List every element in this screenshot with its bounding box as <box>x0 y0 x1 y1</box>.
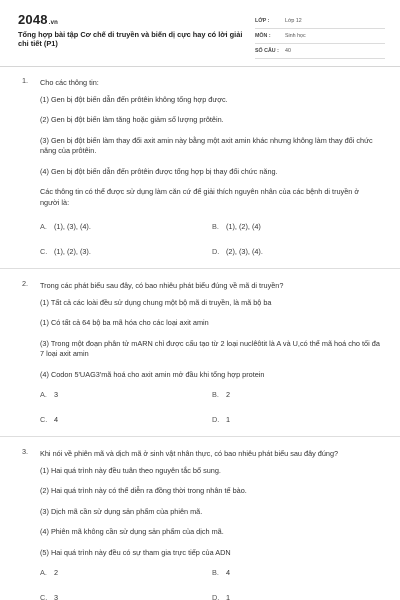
header-divider <box>0 66 400 67</box>
answer-option-c[interactable] <box>40 415 212 424</box>
document-meta-table <box>255 14 385 59</box>
option-label: D. <box>212 593 220 600</box>
meta-value-subject: Sinh học <box>285 33 306 39</box>
option-text: 1 <box>226 415 231 424</box>
answer-options <box>40 390 385 424</box>
option-text: 4 <box>54 415 59 424</box>
answer-option-d[interactable] <box>212 593 384 600</box>
option-label: A. <box>40 222 47 231</box>
meta-value-class: Lớp 12 <box>285 18 302 24</box>
question-divider <box>0 436 400 437</box>
option-label: A. <box>40 568 47 577</box>
meta-row-subject <box>255 29 385 44</box>
question-divider <box>0 268 400 269</box>
document-title: Tổng hợp bài tập Cơ chế di truyền và biến dị cực hay có lời giải chi tiết (P1) <box>18 30 243 48</box>
option-label: B. <box>212 390 219 399</box>
statement: (4) Phiên mã không cần sử dụng sản phẩm của dịch mã. <box>40 527 224 536</box>
option-label: C. <box>40 247 48 256</box>
statement: (3) Dịch mã cần sử dụng sản phẩm của phiên mã. <box>40 506 203 516</box>
logo-main-text: 2048 <box>18 12 48 27</box>
question-stem: Trong các phát biểu sau đây, có bao nhiêu phát biểu đúng về mã di truyền? <box>40 281 284 290</box>
option-label: B. <box>212 568 219 577</box>
answer-option-c[interactable] <box>40 593 212 600</box>
option-text: (2), (3), (4). <box>226 247 263 256</box>
option-text: 3 <box>54 390 59 399</box>
option-text: (1), (2), (3). <box>54 247 91 256</box>
option-label: C. <box>40 415 48 424</box>
statement-list <box>40 95 385 178</box>
question-number: 3. <box>22 447 29 456</box>
question-item <box>0 447 400 600</box>
statement: (1) Hai quá trình này đều tuân theo nguyên tắc bổ sung. <box>40 465 221 475</box>
statement-list <box>40 298 385 381</box>
statement: (3) Trong một đoạn phân tử mARN chỉ được cấu tạo từ 2 loại nuclêôtit là A và U,có thể mã hoá cho tối đa 7 loại axit amin <box>40 338 380 358</box>
option-text: 1 <box>226 593 231 600</box>
answer-option-b[interactable] <box>212 222 384 231</box>
statement: (3) Gen bị đột biến làm thay đổi axit amin này bằng một axit amin khác nhưng không làm thay đổi chức năng của prôtêin. <box>40 135 373 155</box>
page-header <box>0 0 400 60</box>
statement: (5) Hai quá trình này đều có sự tham gia trực tiếp của ADN <box>40 547 231 557</box>
option-text: 2 <box>226 390 231 399</box>
question-item <box>0 279 400 424</box>
question-list <box>0 76 400 600</box>
question-stem: Khi nói về phiên mã và dịch mã ở sinh vật nhân thực, có bao nhiêu phát biểu sau đây đúng? <box>40 449 339 458</box>
meta-key-question-count: SỐ CÂU : <box>255 48 279 54</box>
statement: (2) Hai quá trình này có thể diễn ra đồng thời trong nhân tế bào. <box>40 486 247 495</box>
question-item <box>0 76 400 256</box>
statement: (4) Codon 5'UAG3'mã hoá cho axit amin mở đầu khi tổng hợp protein <box>40 369 265 379</box>
statement: (1) Gen bị đột biến dẫn đến prôtêin không tổng hợp được. <box>40 94 228 104</box>
statement: (2) Gen bị đột biến làm tăng hoặc giảm số lượng prôtêin. <box>40 115 224 124</box>
option-label: A. <box>40 390 47 399</box>
question-stem: Cho các thông tin: <box>40 78 99 87</box>
meta-key-subject: MÔN : <box>255 33 271 39</box>
statement-list <box>40 466 385 559</box>
option-text: (1), (3), (4). <box>54 222 91 231</box>
meta-row-question-count <box>255 44 385 59</box>
answer-option-c[interactable] <box>40 247 212 256</box>
statement: (4) Gen bị đột biến dẫn đến prôtêin được tổng hợp bị thay đổi chức năng. <box>40 166 278 176</box>
answer-option-a[interactable] <box>40 222 212 231</box>
question-number: 1. <box>22 76 29 85</box>
question-lead-text: Các thông tin có thể được sử dụng làm căn cứ để giải thích nguyên nhân của các bệnh di truyền ở người là: <box>40 187 360 207</box>
site-logo[interactable] <box>18 12 58 27</box>
option-label: D. <box>212 415 220 424</box>
statement: (1) Tất cả các loài đều sử dụng chung một bộ mã di truyền, là mã bộ ba <box>40 297 272 307</box>
answer-option-d[interactable] <box>212 415 384 424</box>
option-label: D. <box>212 247 220 256</box>
option-label: C. <box>40 593 48 600</box>
meta-key-class: LỚP : <box>255 18 270 24</box>
answer-option-b[interactable] <box>212 568 384 577</box>
option-text: (1), (2), (4) <box>226 222 261 231</box>
logo-domain-text: .vn <box>48 20 59 26</box>
option-text: 4 <box>226 568 231 577</box>
answer-option-d[interactable] <box>212 247 384 256</box>
option-text: 3 <box>54 593 59 600</box>
answer-option-a[interactable] <box>40 568 212 577</box>
answer-options <box>40 222 385 256</box>
meta-row-class <box>255 14 385 29</box>
meta-value-question-count: 40 <box>285 48 291 54</box>
question-number: 2. <box>22 279 29 288</box>
answer-option-b[interactable] <box>212 390 384 399</box>
statement: (1) Có tất cả 64 bộ ba mã hóa cho các loại axit amin <box>40 318 209 327</box>
option-text: 2 <box>54 568 59 577</box>
answer-options <box>40 568 385 600</box>
answer-option-a[interactable] <box>40 390 212 399</box>
option-label: B. <box>212 222 219 231</box>
